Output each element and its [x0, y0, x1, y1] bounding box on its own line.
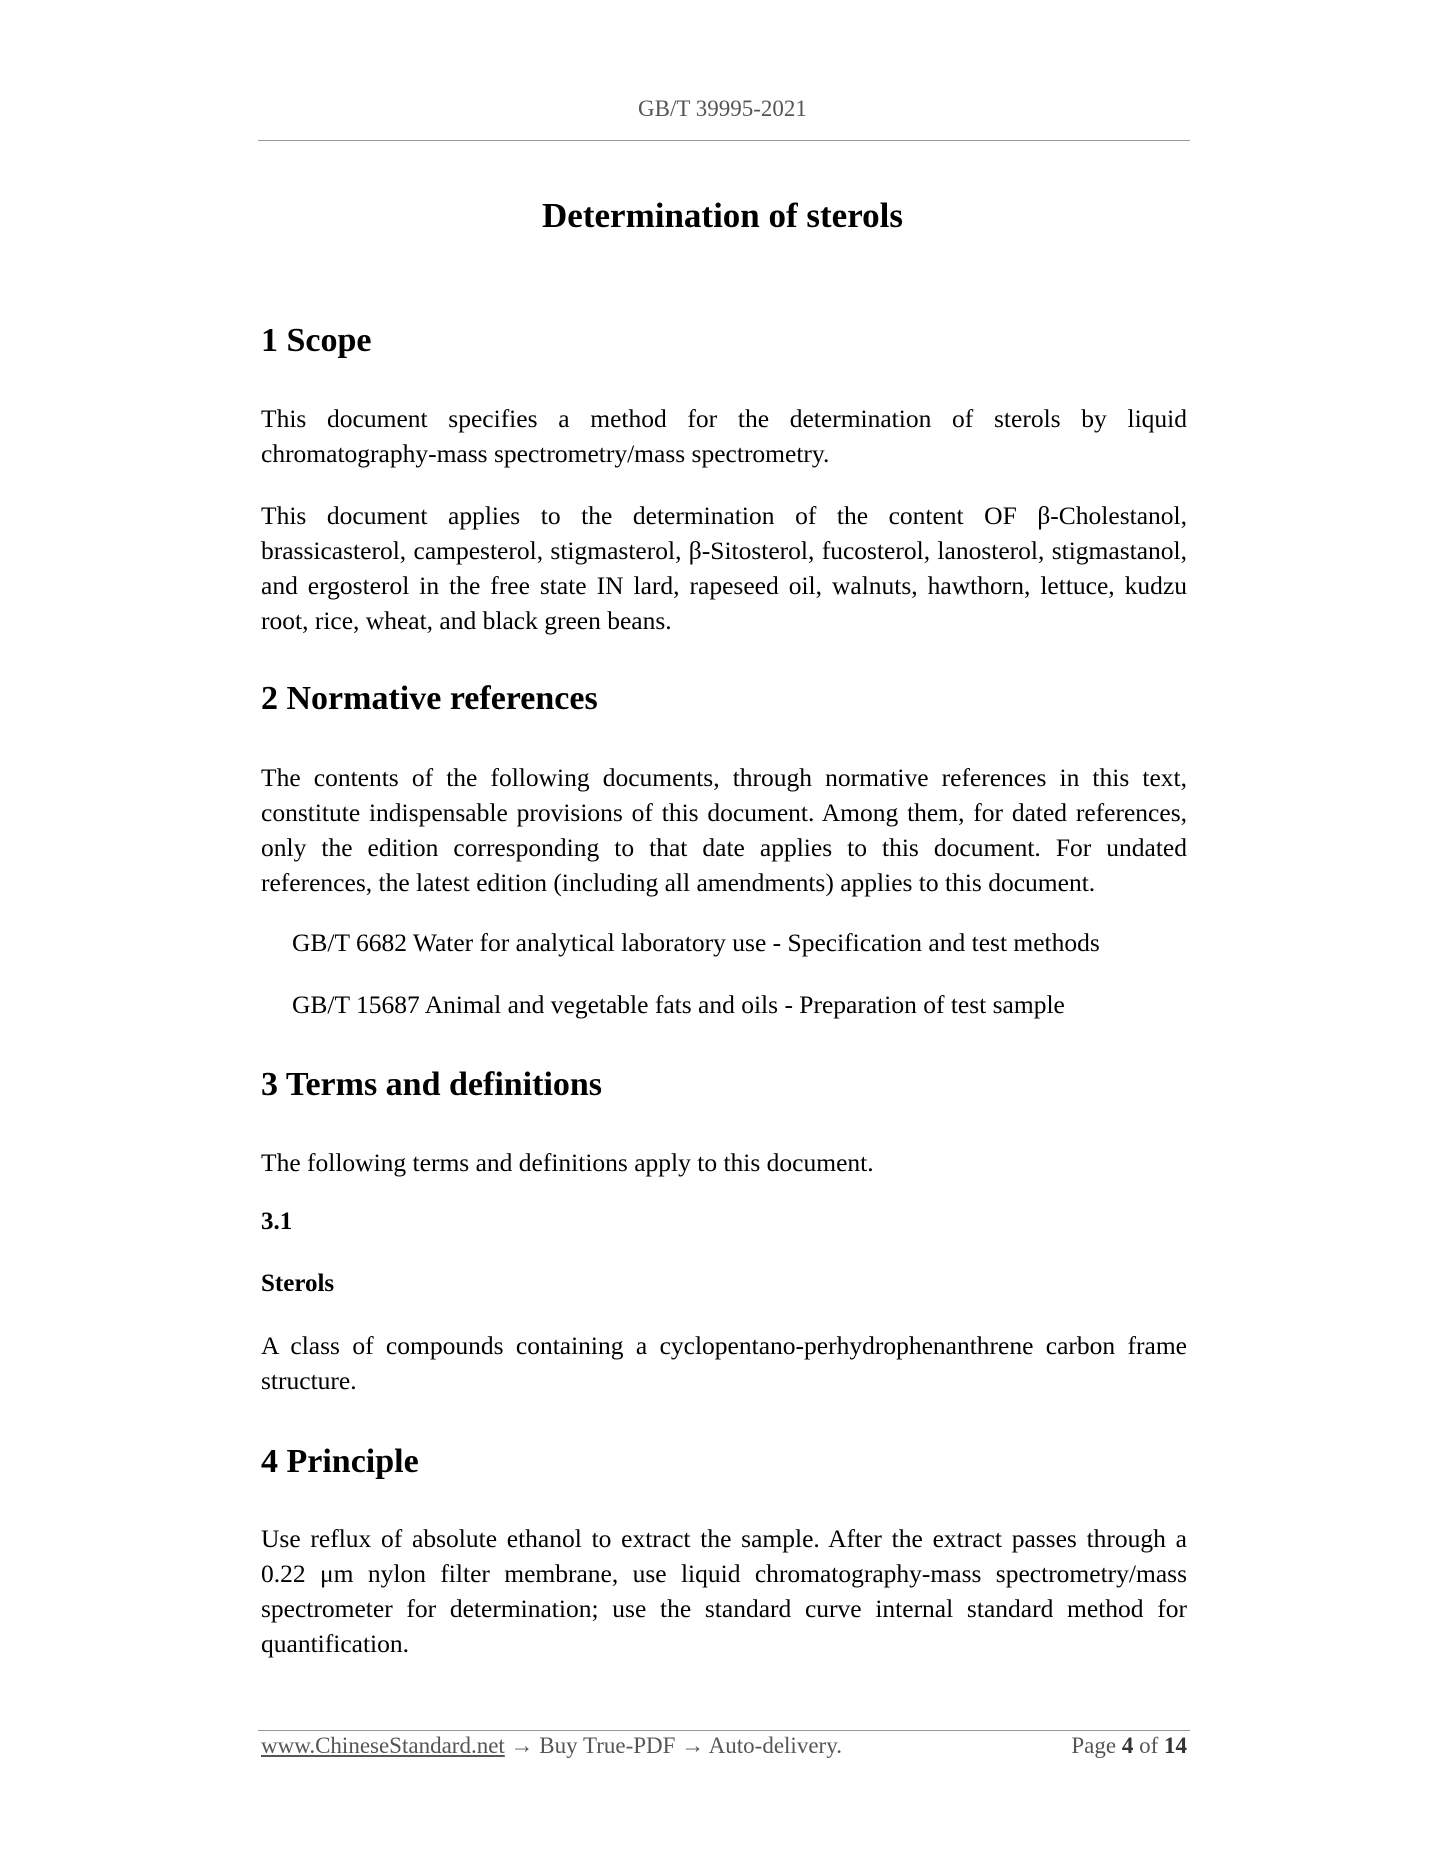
buy-true-pdf-text: Buy True-PDF — [539, 1733, 676, 1758]
page-current: 4 — [1121, 1733, 1134, 1758]
footer-promo — [261, 1733, 842, 1759]
term-name: Sterols — [261, 1270, 335, 1297]
page-label: Page — [1071, 1733, 1117, 1758]
arrow-right-icon: → — [510, 1733, 534, 1758]
document-code-header: GB/T 39995-2021 — [638, 96, 807, 121]
reference-item: GB/T 6682 Water for analytical laboratory use - Specification and test methods — [292, 928, 1100, 957]
section-heading-principle: 4 Principle — [261, 1443, 419, 1480]
section-heading-scope: 1 Scope — [261, 322, 372, 359]
footer-divider — [258, 1730, 1190, 1731]
website-link[interactable]: www.ChineseStandard.net — [261, 1733, 505, 1758]
principle-paragraph: Use reflux of absolute ethanol to extract the sample. After the extract passes through a 0.22 μm nylon filter membrane, use liquid chromatography-mass spectrometry/mass spectrometer for determination; use the standard curve internal standard method for quantification. — [261, 1524, 1187, 1658]
terms-intro-paragraph: The following terms and definitions apply to this document. — [261, 1148, 874, 1177]
scope-paragraph-2: This document applies to the determination of the content OF β-Cholestanol, brassicasterol, campesterol, stigmasterol, β-Sitosterol, fucosterol, lanosterol, stigmastanol, and ergosterol in the free state IN lard, rapeseed oil, walnuts, hawthorn, lettuce, kudzu root, rice, wheat, and black green beans. — [261, 501, 1187, 635]
normative-references-paragraph: The contents of the following documents, through normative references in this text, constitute indispensable provisions of this document. Among them, for dated references, only the edition corresponding to that date applies to this document. For undated references, the latest edition (including all amendments) applies to this document. — [261, 763, 1187, 897]
header-divider — [258, 140, 1190, 141]
arrow-right-icon: → — [681, 1733, 705, 1758]
section-heading-terms-definitions: 3 Terms and definitions — [261, 1066, 603, 1103]
page-indicator — [1071, 1733, 1187, 1759]
section-heading-normative-references: 2 Normative references — [261, 680, 598, 717]
reference-item: GB/T 15687 Animal and vegetable fats and oils - Preparation of test sample — [292, 990, 1065, 1019]
page-total: 14 — [1164, 1733, 1187, 1758]
term-number: 3.1 — [261, 1208, 293, 1235]
term-definition: A class of compounds containing a cyclopentano-perhydrophenanthrene carbon frame structure. — [261, 1331, 1187, 1395]
scope-paragraph-1: This document specifies a method for the determination of sterols by liquid chromatography-mass spectrometry/mass spectrometry. — [261, 404, 1187, 468]
document-title: Determination of sterols — [542, 196, 903, 235]
auto-delivery-text: Auto-delivery. — [708, 1733, 842, 1758]
of-label: of — [1139, 1733, 1159, 1758]
